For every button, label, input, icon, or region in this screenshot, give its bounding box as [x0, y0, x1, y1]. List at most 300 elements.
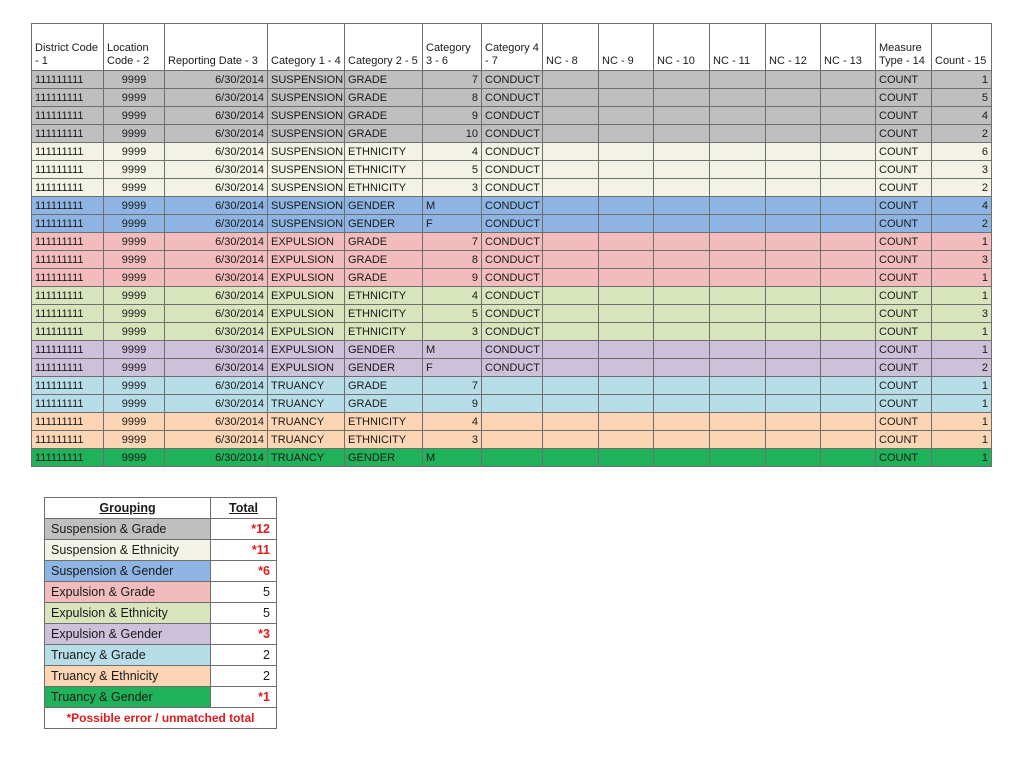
column-header-nc-12: NC - 12 — [766, 24, 821, 71]
cell-nc-9 — [599, 71, 654, 89]
cell-nc-10 — [654, 197, 710, 215]
cell-nc-12 — [766, 431, 821, 449]
cell-category-4 — [482, 449, 543, 467]
cell-district-code: 111111111 — [32, 143, 104, 161]
cell-nc-8 — [543, 305, 599, 323]
cell-nc-11 — [710, 305, 766, 323]
cell-nc-10 — [654, 161, 710, 179]
summary-total-value: 2 — [211, 666, 277, 687]
column-header-category-2: Category 2 - 5 — [345, 24, 423, 71]
summary-total-value: *11 — [211, 540, 277, 561]
cell-nc-11 — [710, 341, 766, 359]
cell-nc-13 — [821, 413, 876, 431]
cell-category-1: EXPULSION — [268, 305, 345, 323]
cell-location-code: 9999 — [104, 71, 165, 89]
cell-reporting-date: 6/30/2014 — [165, 89, 268, 107]
cell-category-3: 8 — [423, 89, 482, 107]
cell-district-code: 111111111 — [32, 449, 104, 467]
cell-nc-12 — [766, 215, 821, 233]
cell-nc-12 — [766, 251, 821, 269]
cell-category-2: ETHNICITY — [345, 287, 423, 305]
cell-category-3: 9 — [423, 269, 482, 287]
cell-district-code: 111111111 — [32, 89, 104, 107]
cell-category-1: EXPULSION — [268, 323, 345, 341]
cell-nc-12 — [766, 449, 821, 467]
cell-nc-9 — [599, 251, 654, 269]
cell-nc-8 — [543, 359, 599, 377]
cell-reporting-date: 6/30/2014 — [165, 125, 268, 143]
summary-header-total: Total — [211, 498, 277, 519]
cell-nc-8 — [543, 287, 599, 305]
column-header-district-code: District Code - 1 — [32, 24, 104, 71]
cell-category-1: EXPULSION — [268, 233, 345, 251]
cell-district-code: 111111111 — [32, 215, 104, 233]
cell-nc-8 — [543, 233, 599, 251]
summary-grouping-label: Suspension & Ethnicity — [45, 540, 211, 561]
cell-nc-12 — [766, 89, 821, 107]
cell-location-code: 9999 — [104, 395, 165, 413]
cell-category-4: CONDUCT — [482, 179, 543, 197]
cell-nc-8 — [543, 71, 599, 89]
cell-nc-8 — [543, 197, 599, 215]
cell-category-2: ETHNICITY — [345, 431, 423, 449]
cell-nc-10 — [654, 233, 710, 251]
cell-district-code: 111111111 — [32, 305, 104, 323]
table-row — [32, 377, 992, 395]
cell-nc-11 — [710, 377, 766, 395]
column-header-category-4: Category 4 - 7 — [482, 24, 543, 71]
cell-category-2: GRADE — [345, 251, 423, 269]
cell-location-code: 9999 — [104, 215, 165, 233]
cell-category-4: CONDUCT — [482, 197, 543, 215]
cell-category-1: TRUANCY — [268, 431, 345, 449]
cell-nc-10 — [654, 323, 710, 341]
cell-nc-13 — [821, 431, 876, 449]
cell-district-code: 111111111 — [32, 125, 104, 143]
cell-nc-13 — [821, 377, 876, 395]
summary-row — [45, 666, 277, 687]
cell-reporting-date: 6/30/2014 — [165, 197, 268, 215]
table-row — [32, 71, 992, 89]
cell-count: 3 — [932, 161, 992, 179]
cell-location-code: 9999 — [104, 359, 165, 377]
cell-nc-10 — [654, 179, 710, 197]
cell-category-2: ETHNICITY — [345, 323, 423, 341]
cell-count: 2 — [932, 215, 992, 233]
cell-category-3: M — [423, 341, 482, 359]
cell-location-code: 9999 — [104, 323, 165, 341]
cell-nc-9 — [599, 197, 654, 215]
cell-district-code: 111111111 — [32, 179, 104, 197]
cell-location-code: 9999 — [104, 449, 165, 467]
column-header-reporting-date: Reporting Date - 3 — [165, 24, 268, 71]
summary-grouping-label: Expulsion & Ethnicity — [45, 603, 211, 624]
cell-category-4: CONDUCT — [482, 89, 543, 107]
cell-nc-9 — [599, 449, 654, 467]
cell-count: 6 — [932, 143, 992, 161]
cell-count: 1 — [932, 413, 992, 431]
summary-grouping-label: Suspension & Grade — [45, 519, 211, 540]
cell-nc-11 — [710, 143, 766, 161]
cell-nc-10 — [654, 413, 710, 431]
column-header-nc-8: NC - 8 — [543, 24, 599, 71]
cell-category-3: 5 — [423, 305, 482, 323]
cell-category-2: ETHNICITY — [345, 179, 423, 197]
cell-category-3: 3 — [423, 323, 482, 341]
cell-measure-type: COUNT — [876, 251, 932, 269]
cell-category-1: SUSPENSION — [268, 107, 345, 125]
cell-nc-9 — [599, 359, 654, 377]
summary-total-value: *3 — [211, 624, 277, 645]
cell-count: 4 — [932, 107, 992, 125]
cell-reporting-date: 6/30/2014 — [165, 323, 268, 341]
cell-count: 1 — [932, 341, 992, 359]
cell-category-1: SUSPENSION — [268, 161, 345, 179]
summary-row — [45, 645, 277, 666]
cell-nc-9 — [599, 215, 654, 233]
cell-category-4: CONDUCT — [482, 323, 543, 341]
cell-category-3: 4 — [423, 413, 482, 431]
cell-category-4 — [482, 377, 543, 395]
cell-reporting-date: 6/30/2014 — [165, 395, 268, 413]
cell-category-4: CONDUCT — [482, 161, 543, 179]
cell-reporting-date: 6/30/2014 — [165, 413, 268, 431]
cell-location-code: 9999 — [104, 305, 165, 323]
cell-district-code: 111111111 — [32, 107, 104, 125]
cell-nc-9 — [599, 161, 654, 179]
cell-category-3: 10 — [423, 125, 482, 143]
cell-nc-12 — [766, 377, 821, 395]
cell-count: 1 — [932, 287, 992, 305]
cell-reporting-date: 6/30/2014 — [165, 71, 268, 89]
summary-table — [44, 497, 277, 729]
cell-count: 2 — [932, 125, 992, 143]
cell-nc-9 — [599, 323, 654, 341]
cell-category-1: EXPULSION — [268, 269, 345, 287]
summary-row — [45, 603, 277, 624]
cell-nc-13 — [821, 305, 876, 323]
table-row — [32, 197, 992, 215]
cell-category-3: 7 — [423, 233, 482, 251]
cell-location-code: 9999 — [104, 125, 165, 143]
cell-nc-8 — [543, 161, 599, 179]
cell-nc-13 — [821, 287, 876, 305]
cell-reporting-date: 6/30/2014 — [165, 377, 268, 395]
cell-reporting-date: 6/30/2014 — [165, 233, 268, 251]
cell-category-3: 3 — [423, 431, 482, 449]
cell-measure-type: COUNT — [876, 395, 932, 413]
summary-row — [45, 561, 277, 582]
cell-nc-13 — [821, 89, 876, 107]
cell-category-4 — [482, 431, 543, 449]
cell-nc-12 — [766, 341, 821, 359]
cell-category-2: GRADE — [345, 395, 423, 413]
cell-measure-type: COUNT — [876, 233, 932, 251]
cell-category-2: GENDER — [345, 197, 423, 215]
cell-location-code: 9999 — [104, 89, 165, 107]
cell-category-1: EXPULSION — [268, 287, 345, 305]
cell-district-code: 111111111 — [32, 377, 104, 395]
cell-count: 1 — [932, 395, 992, 413]
summary-body — [45, 519, 277, 708]
cell-nc-13 — [821, 215, 876, 233]
cell-nc-9 — [599, 179, 654, 197]
cell-category-1: SUSPENSION — [268, 197, 345, 215]
cell-nc-13 — [821, 107, 876, 125]
cell-measure-type: COUNT — [876, 431, 932, 449]
cell-nc-13 — [821, 341, 876, 359]
column-header-nc-11: NC - 11 — [710, 24, 766, 71]
cell-nc-9 — [599, 341, 654, 359]
cell-nc-13 — [821, 449, 876, 467]
cell-nc-11 — [710, 161, 766, 179]
cell-nc-9 — [599, 287, 654, 305]
cell-count: 1 — [932, 269, 992, 287]
cell-count: 4 — [932, 197, 992, 215]
cell-nc-13 — [821, 71, 876, 89]
cell-measure-type: COUNT — [876, 377, 932, 395]
table-row — [32, 251, 992, 269]
cell-count: 3 — [932, 251, 992, 269]
table-row — [32, 269, 992, 287]
cell-category-3: 5 — [423, 161, 482, 179]
cell-district-code: 111111111 — [32, 359, 104, 377]
cell-location-code: 9999 — [104, 413, 165, 431]
table-row — [32, 449, 992, 467]
cell-category-3: 7 — [423, 377, 482, 395]
cell-category-4: CONDUCT — [482, 305, 543, 323]
cell-category-1: EXPULSION — [268, 341, 345, 359]
cell-nc-10 — [654, 431, 710, 449]
cell-count: 2 — [932, 179, 992, 197]
summary-total-value: *1 — [211, 687, 277, 708]
cell-category-3: 9 — [423, 107, 482, 125]
cell-category-4: CONDUCT — [482, 71, 543, 89]
summary-row — [45, 582, 277, 603]
data-table — [31, 23, 992, 467]
table-row — [32, 107, 992, 125]
cell-nc-10 — [654, 71, 710, 89]
cell-nc-11 — [710, 125, 766, 143]
cell-category-1: SUSPENSION — [268, 179, 345, 197]
cell-reporting-date: 6/30/2014 — [165, 107, 268, 125]
cell-district-code: 111111111 — [32, 395, 104, 413]
cell-nc-10 — [654, 377, 710, 395]
cell-nc-10 — [654, 269, 710, 287]
cell-district-code: 111111111 — [32, 323, 104, 341]
cell-category-3: 8 — [423, 251, 482, 269]
table-row — [32, 323, 992, 341]
cell-nc-13 — [821, 251, 876, 269]
cell-nc-9 — [599, 233, 654, 251]
cell-nc-10 — [654, 287, 710, 305]
cell-nc-12 — [766, 233, 821, 251]
cell-reporting-date: 6/30/2014 — [165, 179, 268, 197]
cell-location-code: 9999 — [104, 233, 165, 251]
summary-total-value: 5 — [211, 603, 277, 624]
cell-category-4 — [482, 395, 543, 413]
cell-category-2: GRADE — [345, 89, 423, 107]
cell-nc-11 — [710, 233, 766, 251]
cell-reporting-date: 6/30/2014 — [165, 143, 268, 161]
cell-location-code: 9999 — [104, 197, 165, 215]
table-row — [32, 89, 992, 107]
cell-nc-11 — [710, 323, 766, 341]
summary-header-row — [45, 498, 277, 519]
cell-category-2: GENDER — [345, 215, 423, 233]
cell-nc-8 — [543, 89, 599, 107]
cell-location-code: 9999 — [104, 269, 165, 287]
cell-category-3: F — [423, 215, 482, 233]
cell-measure-type: COUNT — [876, 107, 932, 125]
cell-nc-8 — [543, 179, 599, 197]
cell-nc-13 — [821, 269, 876, 287]
cell-location-code: 9999 — [104, 287, 165, 305]
table-header-row — [32, 24, 992, 71]
cell-nc-12 — [766, 269, 821, 287]
cell-nc-8 — [543, 449, 599, 467]
cell-category-1: TRUANCY — [268, 449, 345, 467]
cell-nc-11 — [710, 197, 766, 215]
cell-nc-13 — [821, 323, 876, 341]
table-body — [32, 71, 992, 467]
cell-nc-11 — [710, 395, 766, 413]
cell-category-4: CONDUCT — [482, 215, 543, 233]
cell-category-3: F — [423, 359, 482, 377]
cell-category-2: GRADE — [345, 125, 423, 143]
cell-nc-10 — [654, 305, 710, 323]
cell-location-code: 9999 — [104, 251, 165, 269]
cell-nc-10 — [654, 143, 710, 161]
cell-nc-11 — [710, 431, 766, 449]
summary-total-value: *12 — [211, 519, 277, 540]
column-header-nc-13: NC - 13 — [821, 24, 876, 71]
cell-reporting-date: 6/30/2014 — [165, 341, 268, 359]
cell-measure-type: COUNT — [876, 143, 932, 161]
cell-category-2: GENDER — [345, 449, 423, 467]
cell-category-4: CONDUCT — [482, 233, 543, 251]
cell-category-1: SUSPENSION — [268, 143, 345, 161]
cell-district-code: 111111111 — [32, 341, 104, 359]
cell-nc-12 — [766, 125, 821, 143]
table-row — [32, 413, 992, 431]
cell-nc-12 — [766, 143, 821, 161]
cell-category-3: M — [423, 197, 482, 215]
cell-nc-8 — [543, 341, 599, 359]
cell-measure-type: COUNT — [876, 89, 932, 107]
cell-measure-type: COUNT — [876, 161, 932, 179]
cell-nc-12 — [766, 413, 821, 431]
cell-measure-type: COUNT — [876, 305, 932, 323]
cell-location-code: 9999 — [104, 431, 165, 449]
cell-nc-10 — [654, 107, 710, 125]
cell-location-code: 9999 — [104, 107, 165, 125]
cell-nc-12 — [766, 161, 821, 179]
cell-count: 3 — [932, 305, 992, 323]
cell-measure-type: COUNT — [876, 359, 932, 377]
cell-nc-9 — [599, 107, 654, 125]
cell-nc-8 — [543, 251, 599, 269]
cell-count: 1 — [932, 71, 992, 89]
summary-footnote-row — [45, 708, 277, 729]
cell-district-code: 111111111 — [32, 269, 104, 287]
cell-district-code: 111111111 — [32, 71, 104, 89]
summary-grouping-label: Expulsion & Gender — [45, 624, 211, 645]
cell-category-4: CONDUCT — [482, 269, 543, 287]
column-header-category-3: Category 3 - 6 — [423, 24, 482, 71]
cell-nc-9 — [599, 377, 654, 395]
cell-nc-13 — [821, 143, 876, 161]
cell-nc-9 — [599, 395, 654, 413]
table-row — [32, 125, 992, 143]
cell-measure-type: COUNT — [876, 341, 932, 359]
cell-nc-10 — [654, 89, 710, 107]
cell-category-3: 7 — [423, 71, 482, 89]
cell-category-1: TRUANCY — [268, 395, 345, 413]
cell-location-code: 9999 — [104, 161, 165, 179]
cell-location-code: 9999 — [104, 341, 165, 359]
summary-header-grouping: Grouping — [45, 498, 211, 519]
cell-category-1: EXPULSION — [268, 251, 345, 269]
cell-nc-12 — [766, 197, 821, 215]
cell-nc-10 — [654, 251, 710, 269]
cell-category-3: 3 — [423, 179, 482, 197]
cell-nc-9 — [599, 125, 654, 143]
cell-measure-type: COUNT — [876, 269, 932, 287]
cell-nc-12 — [766, 395, 821, 413]
cell-nc-10 — [654, 341, 710, 359]
cell-nc-13 — [821, 359, 876, 377]
cell-reporting-date: 6/30/2014 — [165, 251, 268, 269]
cell-nc-12 — [766, 305, 821, 323]
cell-reporting-date: 6/30/2014 — [165, 359, 268, 377]
table-row — [32, 395, 992, 413]
cell-nc-8 — [543, 377, 599, 395]
column-header-nc-10: NC - 10 — [654, 24, 710, 71]
cell-nc-9 — [599, 143, 654, 161]
cell-count: 1 — [932, 323, 992, 341]
cell-category-3: 9 — [423, 395, 482, 413]
cell-category-4: CONDUCT — [482, 143, 543, 161]
cell-nc-8 — [543, 395, 599, 413]
cell-nc-13 — [821, 233, 876, 251]
cell-category-4: CONDUCT — [482, 287, 543, 305]
cell-category-4: CONDUCT — [482, 251, 543, 269]
cell-reporting-date: 6/30/2014 — [165, 269, 268, 287]
cell-category-2: GENDER — [345, 359, 423, 377]
summary-total-value: 2 — [211, 645, 277, 666]
cell-category-2: ETHNICITY — [345, 161, 423, 179]
summary-grouping-label: Truancy & Gender — [45, 687, 211, 708]
cell-location-code: 9999 — [104, 179, 165, 197]
cell-nc-11 — [710, 179, 766, 197]
table-row — [32, 143, 992, 161]
cell-category-1: SUSPENSION — [268, 125, 345, 143]
cell-category-2: GRADE — [345, 71, 423, 89]
cell-nc-9 — [599, 89, 654, 107]
cell-category-4: CONDUCT — [482, 341, 543, 359]
cell-measure-type: COUNT — [876, 71, 932, 89]
table-row — [32, 359, 992, 377]
cell-measure-type: COUNT — [876, 125, 932, 143]
table-row — [32, 341, 992, 359]
cell-reporting-date: 6/30/2014 — [165, 449, 268, 467]
summary-row — [45, 519, 277, 540]
cell-nc-11 — [710, 359, 766, 377]
cell-nc-11 — [710, 269, 766, 287]
cell-district-code: 111111111 — [32, 197, 104, 215]
table-row — [32, 431, 992, 449]
